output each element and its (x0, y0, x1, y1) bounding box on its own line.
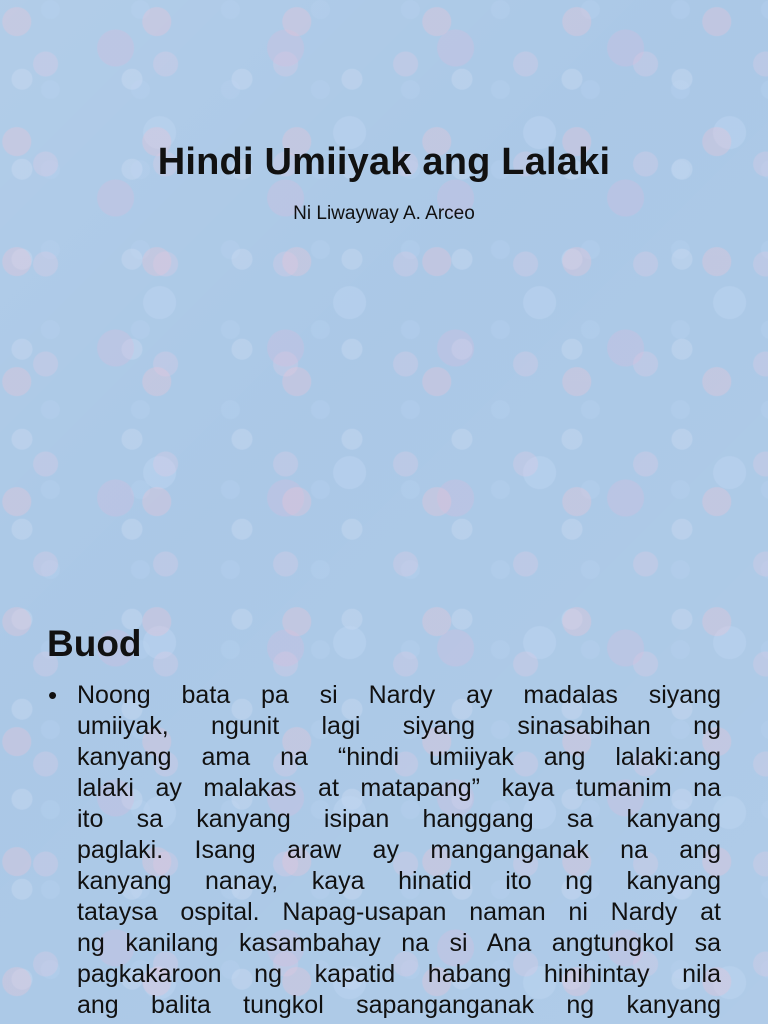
summary-line-10: pagkakaroon ng kapatid habang hinihintay nila (77, 960, 721, 988)
summary-line-4: lalaki ay malakas at matapang” kaya tumanim na (77, 774, 721, 802)
summary-line-6: paglaki. Isang araw ay manganganak na ang (77, 836, 721, 864)
author-subtitle: Ni Liwayway A. Arceo (293, 203, 475, 224)
summary-bullet-block (48, 680, 721, 1021)
summary-line-9: ng kanilang kasambahay na si Ana angtungkol sa (77, 929, 721, 957)
slide-title: Hindi Umiiyak ang Lalaki (157, 141, 611, 183)
summary-line-1: Noong bata pa si Nardy ay madalas siyang (77, 681, 721, 709)
summary-line-2: umiiyak, ngunit lagi siyang sinasabihan ng (77, 712, 721, 740)
summary-line-3: kanyang ama na “hindi umiiyak ang lalaki:ang (77, 743, 721, 771)
summary-line-5: ito sa kanyang isipan hanggang sa kanyang (77, 805, 721, 833)
summary-line-7: kanyang nanay, kaya hinatid ito ng kanyang (77, 867, 721, 895)
summary-paragraph (77, 680, 721, 1021)
bullet-point: • (48, 680, 58, 710)
section-heading: Buod (47, 623, 142, 664)
summary-line-11: ang balita tungkol sapanganganak ng kanyang (77, 991, 721, 1019)
summary-line-8: tataysa ospital. Napag-usapan naman ni Nardy at (77, 898, 721, 926)
